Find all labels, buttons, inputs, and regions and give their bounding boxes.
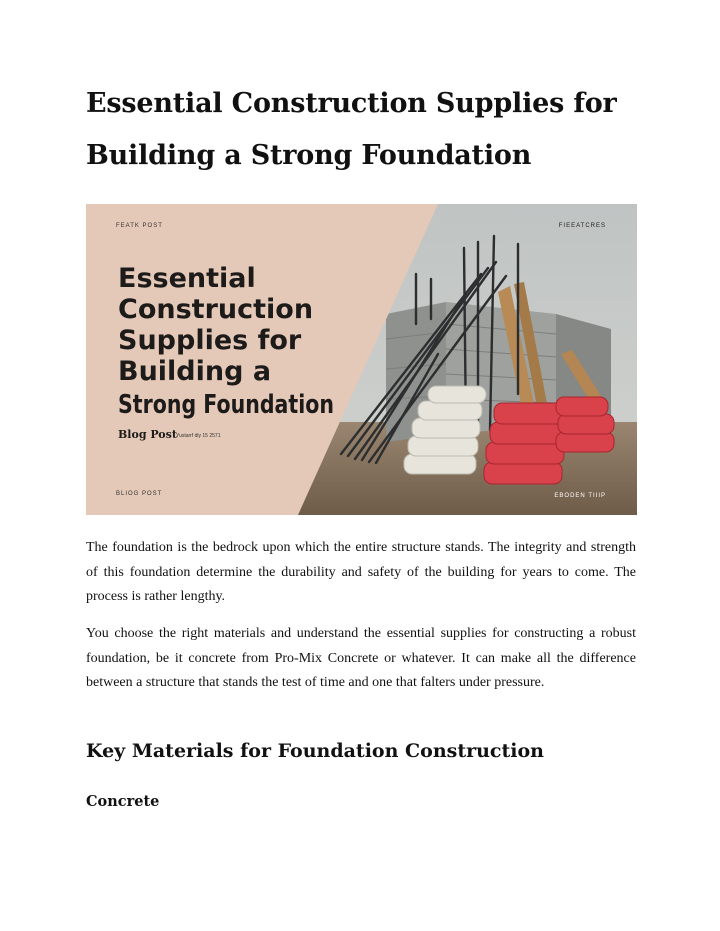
subheading: Concrete [86, 793, 160, 810]
second-paragraph: You choose the right materials and understand the essential supplies for constructing a robust foundation, be it concrete from Pro-Mix Concrete or whatever. It can make all the difference between a structure that stands the test of time and one that falters under pressure. [86, 626, 636, 690]
page-title: Essential Construction Supplies for Building a Strong Foundation [86, 88, 617, 171]
hero-tag: Blog Post [118, 428, 177, 441]
hero-top-left-label: FEATK POST [116, 223, 163, 229]
hero-headline-line-1: Essential [118, 263, 256, 294]
hero-headline-line-2: Construction [118, 294, 314, 325]
hero-headline-line-5: Strong Foundation [118, 390, 334, 420]
hero-tag-date: Yustarrf dly 15 2571 [176, 433, 221, 439]
hero-bottom-left-label: BLIOG POST [116, 491, 163, 497]
intro-paragraph: The foundation is the bedrock upon which the entire structure stands. The integrity and strength of this foundation determine the durability and safety of the building for years to come. The process is rather lengthy. [86, 540, 636, 604]
section-heading: Key Materials for Foundation Construction [86, 740, 544, 762]
hero-image [86, 204, 637, 515]
hero-headline-line-4: Building a [118, 356, 272, 387]
hero-headline-line-3: Supplies for [118, 325, 302, 356]
hero-bottom-right-label: EBODEN TIIIP [554, 493, 606, 499]
hero-top-right-label: FIEEATCRES [558, 223, 606, 229]
